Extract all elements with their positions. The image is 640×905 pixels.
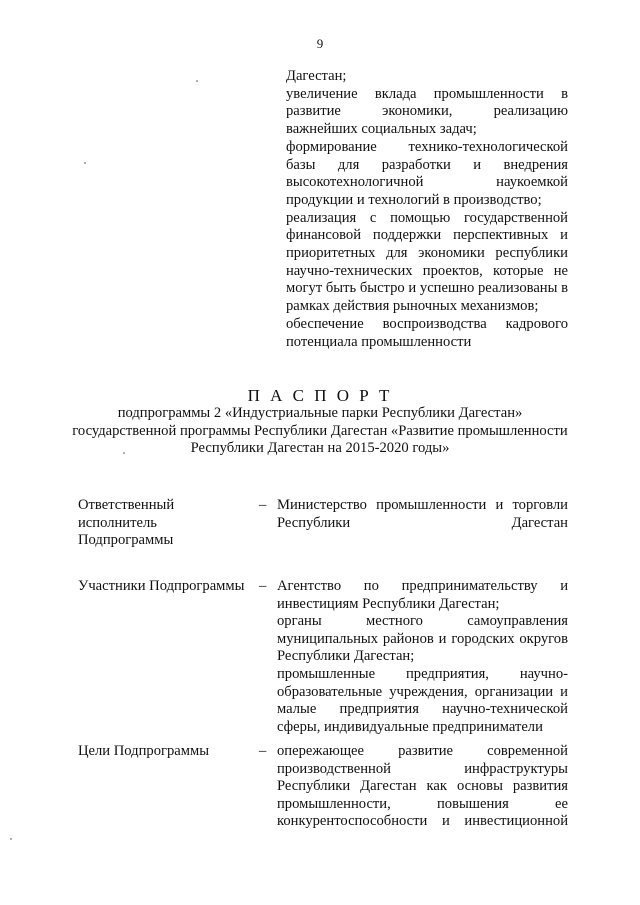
continuation-line: Дагестан;	[286, 68, 347, 84]
scan-speck	[84, 162, 86, 164]
row-label	[78, 497, 253, 550]
label-line: исполнитель	[78, 514, 157, 531]
scan-speck	[196, 80, 198, 82]
continuation-line: реализация с помощью государственной финансовой поддержки перспективных и приоритетных для экономики республики научно-технических проектов, которые не могут быть быстро и успешно реализованы в рамках действия рыночных механизмов;	[286, 209, 568, 315]
passport-subtitle	[0, 405, 640, 458]
row-dash: –	[259, 578, 267, 594]
label-line: Участники Подпрограммы	[78, 578, 245, 594]
row-value	[277, 743, 568, 831]
scan-speck	[10, 838, 12, 840]
continuation-line: увеличение вклада промышленности в развитие экономики, реализацию важнейших социальных задач;	[286, 85, 568, 138]
continuation-line: формирование технико-технологической базы для разработки и внедрения высокотехнологичной наукоемкой продукции и технологий в производство;	[286, 138, 568, 208]
value-line: Министерство промышленности и торговли Республики Дагестан	[277, 497, 568, 531]
subtitle-line: Республики Дагестан на 2015-2020 годы»	[190, 440, 450, 456]
row-dash: –	[259, 497, 267, 513]
page-number: 9	[316, 36, 324, 51]
previous-section-continuation	[286, 68, 568, 351]
label-line: Ответственный	[78, 497, 175, 513]
value-line: опережающее развитие современной производственной инфраструктуры Республики Дагестан как основы развития промышленности, повышения ее конкурентоспособности и инвестиционной	[277, 743, 568, 830]
row-value	[277, 578, 568, 736]
row-dash: –	[259, 743, 267, 759]
value-line: органы местного самоуправления муниципальных районов и городских округов Республики Дагестан;	[277, 613, 568, 665]
subtitle-line: государственной программы Республики Дагестан «Развитие промышленности	[72, 422, 568, 439]
row-label	[78, 578, 253, 596]
label-line: Подпрограммы	[78, 532, 174, 549]
passport-title: П А С П О Р Т	[247, 386, 393, 405]
subtitle-line: подпрограммы 2 «Индустриальные парки Республики Дагестан»	[117, 405, 523, 421]
value-line: промышленные предприятия, научно-образовательные учреждения, организации и малые предприятия научно-технической сферы, индивидуальные предприниматели	[277, 665, 568, 735]
continuation-line: обеспечение воспроизводства кадрового потенциала промышленности	[286, 315, 568, 350]
row-value	[277, 497, 568, 532]
label-line: Цели Подпрограммы	[78, 743, 210, 759]
scan-speck	[123, 452, 125, 454]
row-label	[78, 743, 253, 761]
value-line: Агентство по предпринимательству и инвестициям Республики Дагестан;	[277, 578, 568, 612]
